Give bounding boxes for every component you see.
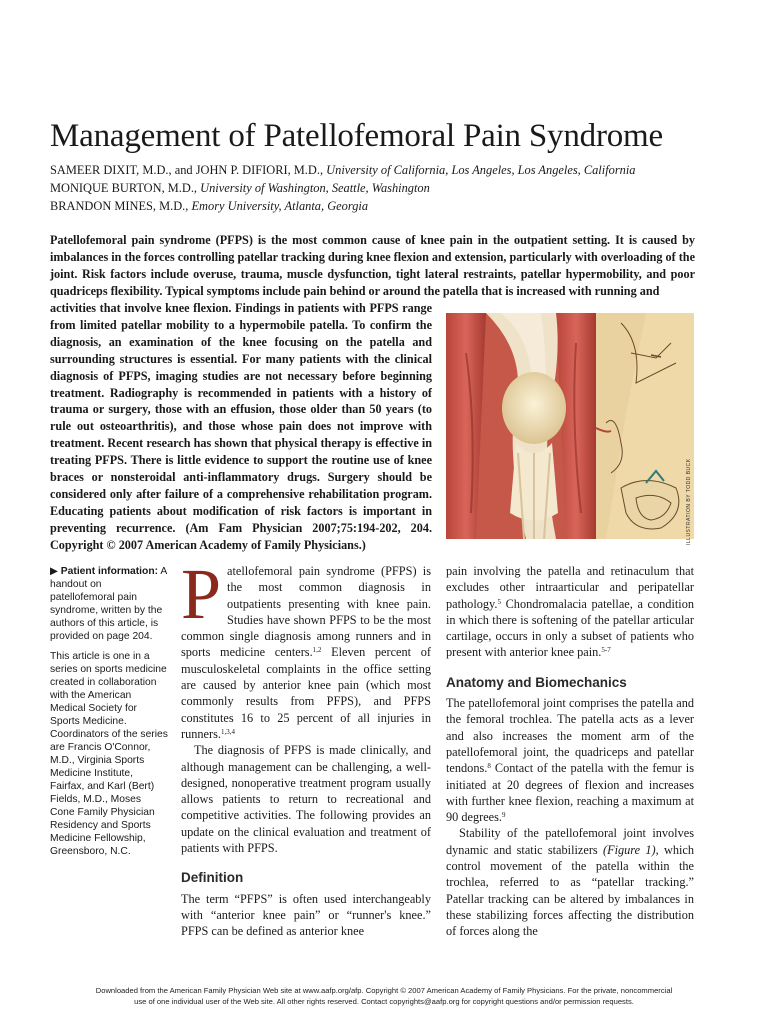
knee-illustration-svg xyxy=(446,313,694,539)
illustration-credit: ILLUSTRATION BY TODD BUCK xyxy=(686,458,692,545)
reference: 8 xyxy=(487,762,491,771)
definition-continued xyxy=(446,563,694,661)
definition-heading: Definition xyxy=(181,870,244,886)
abstract-wide: Patellofemoral pain syndrome (PFPS) is the most common cause of knee pain in the outpatient setting. It is caused by imbalances in the forces controlling patellar tracking during knee flexion and extension, particularly with overloading of the joint. Risk factors include overuse, trauma, muscle dysfunction, tight lateral restraints, patellar hypermobility, and poor quadriceps flexibility. Typical symptoms include pain behind or around the patella that is increased with running and xyxy=(50,233,695,298)
footer-line-1: Downloaded from the American Family Physician Web site at www.aafp.org/afp. Copyright © 2007 American Academy of Family Physicians. For the private, noncommercial xyxy=(95,986,673,995)
drop-cap: P xyxy=(181,554,222,634)
author-line-1 xyxy=(50,162,730,179)
author-names: BRANDON MINES, M.D., xyxy=(50,199,189,213)
body-column-right xyxy=(446,563,694,940)
anatomy-text-c: Stability of the patellofemoral joint involves dynamic and static stabilizers xyxy=(446,826,694,857)
abstract-narrow: activities that involve knee flexion. Findings in patients with PFPS range from limited patellar mobility to a hypermobile patella. To confirm the diagnosis, an examination of the knee focusing on the patella and surrounding structures is essential. For many patients with the clinical diagnosis of PFPS, imaging studies are not necessary before beginning treatment. Radiography is recommended in patients with a history of trauma or surgery, those with an effusion, those older than 50 years (to rule out osteoarthritis), and those whose pain does not improve with treatment. Recent research has shown that physical therapy is effective in treating PFPS. There is little evidence to support the routine use of knee braces or nonsteroidal anti-inflammatory drugs. Surgery should be considered only after failure of a comprehensive rehabilitation program. Educating patients about modification of risk factors is important in preventing recurrence. (Am Fam Physician 2007;75:194-202, 204. Copyright © 2007 American Academy of Family Physicians.) xyxy=(50,301,432,552)
body-column-middle xyxy=(181,554,431,940)
figure-reference: (Figure 1) xyxy=(602,842,656,857)
author-names: SAMEER DIXIT, M.D., and JOHN P. DIFIORI, M.D., xyxy=(50,163,324,177)
series-note: This article is one in a series on sports medicine created in collaboration with the American Medical Society for Sports Medicine. Coordinators of the series are Francis O'Connor, M.D., Virginia Sports Medicine Institute, Fairfax, and Karl (Bert) Fields, M.D., Moses Cone Family Physician Residency and Sports Medicine Fellowship, Greensboro, N.C. xyxy=(50,651,168,857)
patient-info-note xyxy=(50,565,168,643)
author-line-2 xyxy=(50,180,730,197)
author-line-3 xyxy=(50,198,730,215)
download-footer xyxy=(40,985,728,1007)
intro-text-1: atellofemoral pain syndrome (PFPS) is the most common diagnosis in outpatients presenting with knee pain. Studies have shown PFPS to be the most common single diagnosis among runners and in sports medicine centers. xyxy=(181,564,431,660)
intro-text-1b: Eleven percent of musculoskeletal complaints in the office setting are caused by anterior knee pain (which most commonly results from PFPS), and PFPS constitutes 16 to 25 percent of all injuries in runners. xyxy=(181,645,431,741)
triangle-bullet-icon: ▶ xyxy=(50,566,58,577)
intro-paragraph-1 xyxy=(181,554,431,742)
anatomy-text-b: Contact of the patella with the femur is initiated at 20 degrees of flexion and increases with further knee flexion, reaching a maximum at 90 degrees. xyxy=(446,761,694,825)
reference: 9 xyxy=(502,811,506,820)
author-names: MONIQUE BURTON, M.D., xyxy=(50,181,198,195)
definition-text-b: Chondromalacia patellae, a condition in which there is softening of the patellar articular cartilage, occurs in only a subset of patients who present with anterior knee pain. xyxy=(446,596,694,660)
definition-paragraph: The term “PFPS” is often used interchangeably with “anterior knee pain” or “runner's knee.” PFPS can be defined as anterior knee xyxy=(181,891,431,939)
anatomy-heading: Anatomy and Biomechanics xyxy=(446,674,627,690)
anatomy-paragraph-1 xyxy=(446,695,694,825)
patient-info-text: A handout on patellofemoral pain syndrome, written by the authors of this article, is provided on page 204. xyxy=(50,566,167,642)
article-title: Management of Patellofemoral Pain Syndrome xyxy=(50,118,663,154)
author-affiliation: Emory University, Atlanta, Georgia xyxy=(191,199,369,213)
author-affiliation: University of Washington, Seattle, Washington xyxy=(200,181,430,195)
patient-info-label: Patient information: xyxy=(60,566,159,577)
anatomy-text-d: , which control movement of the patella within the trochlea, referred to as “patellar tracking.” Patellar tracking can be altered by imbalances in these stabilizing forces affecting the distribution of forces along the xyxy=(446,842,695,939)
reference: 1,3,4 xyxy=(220,727,235,736)
definition-text-a: pain involving the patella and retinaculum that excludes other intraarticular and peripatellar pathology. xyxy=(446,564,694,611)
anatomy-paragraph-2 xyxy=(446,825,694,939)
knee-anatomy-illustration xyxy=(446,313,694,539)
footer-line-2: use of one individual user of the Web site. All other rights reserved. Contact copyrights@aafp.org for copyright questions and/or permission requests. xyxy=(134,997,634,1006)
author-affiliation: University of California, Los Angeles, Los Angeles, California xyxy=(326,163,636,177)
reference: 5-7 xyxy=(601,646,611,655)
anatomy-text-a: The patellofemoral joint comprises the patella and the femoral trochlea. The patella acts as a lever and also increases the moment arm of the patellofemoral joint, the quadriceps and patellar tendons. xyxy=(446,696,694,776)
reference: 5 xyxy=(497,597,501,606)
intro-paragraph-2: The diagnosis of PFPS is made clinically, and although management can be challenging, a well-designed, nonoperative treatment program usually allows patients to return to recreational and competitive activities. The following provides an update on the clinical evaluation and treatment of patients with PFPS. xyxy=(181,743,431,856)
reference: 1,2 xyxy=(312,646,322,655)
